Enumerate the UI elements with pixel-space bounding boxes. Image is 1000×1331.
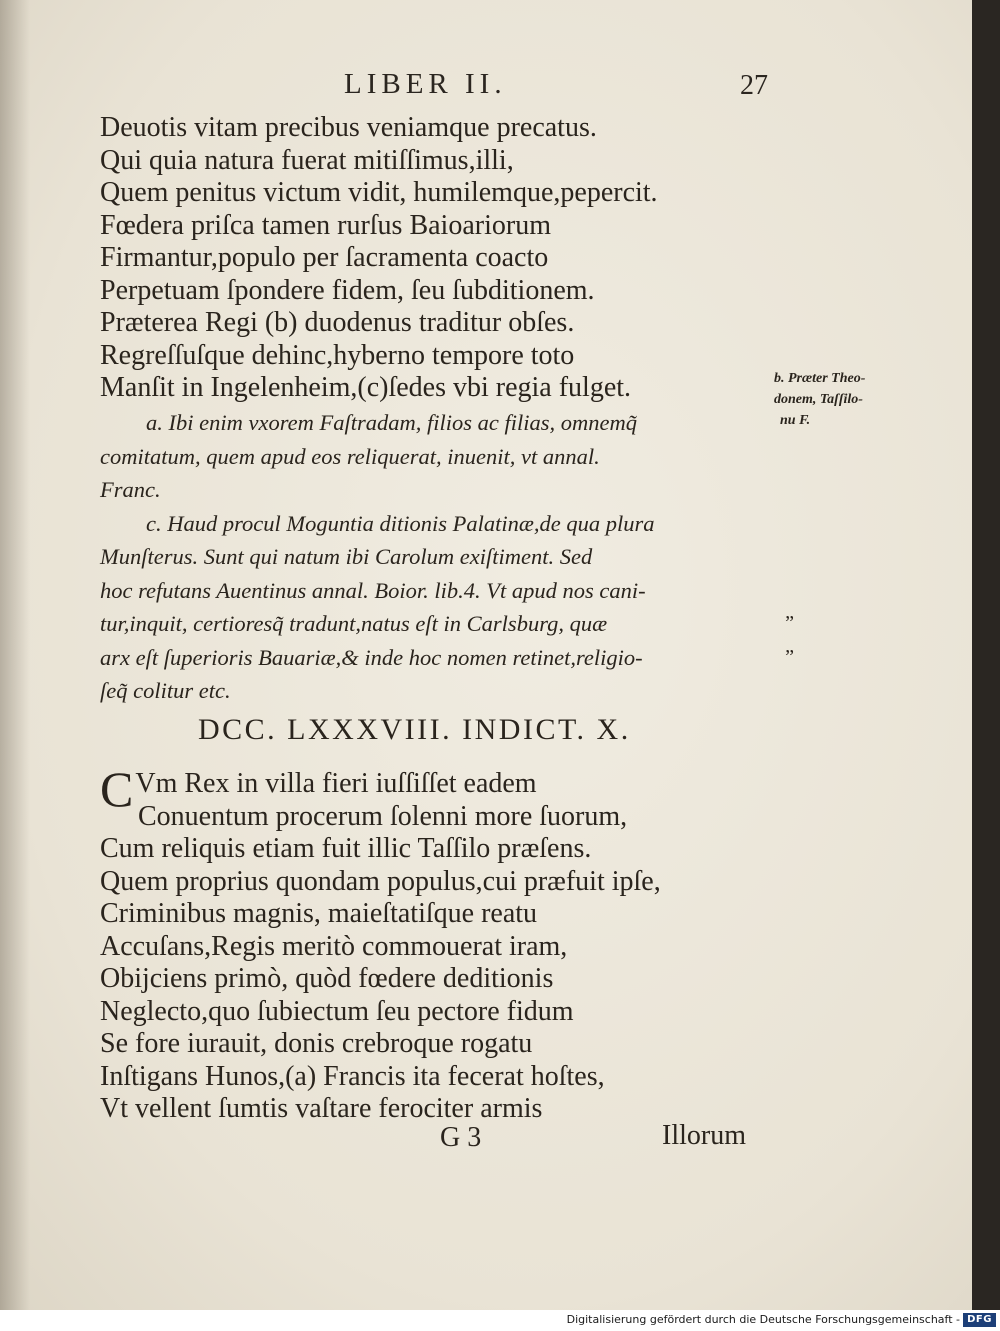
margin-note-line: nu F. (780, 413, 811, 428)
verse-line: Manſit in Ingelenheim,(c)ſedes vbi regia fulget. (100, 372, 632, 403)
catchword: Illorum (662, 1120, 746, 1151)
verse-line-text: Vm Rex in villa fieri iuſſiſſet eadem (135, 768, 537, 799)
verse-line: Obijciens primò, quòd fœdere deditionis (100, 963, 554, 994)
note-c-line: hoc refutans Auentinus annal. Boior. lib.4. Vt apud nos cani- (100, 577, 646, 603)
drop-cap: C (100, 761, 134, 817)
verse-block-2 (100, 761, 661, 1126)
verse-line: Præterea Regi (b) duodenus traditur obſes. (100, 307, 575, 338)
verse-line: Inſtigans Hunos,(a) Francis ita fecerat hoſtes, (100, 1060, 605, 1092)
note-c-line-quoted (100, 607, 794, 641)
margin-note-line: donem, Taſſilo- (774, 392, 863, 407)
note-a-line: comitatum, quem apud eos reliquerat, inuenit, vt annal. (100, 443, 600, 469)
verse-line: Firmantur,populo per ſacramenta coacto (100, 242, 549, 273)
note-a-line: a. Ibi enim vxorem Faſtradam, filios ac filias, omnemq̃ (146, 410, 637, 435)
margin-note (774, 368, 865, 431)
signature-mark: G 3 (440, 1122, 482, 1153)
verse-line: Qui quia natura fuerat mitiſſimus,illi, (100, 144, 514, 176)
verse-line: Vt vellent ſumtis vaſtare ferociter armis (100, 1093, 543, 1124)
verse-line: Conuentum procerum ſolenni more ſuorum, (138, 800, 628, 832)
note-c-line: Munſterus. Sunt qui natum ibi Carolum exiſtiment. Sed (100, 544, 593, 569)
dfg-logo[interactable]: DFG (963, 1313, 996, 1327)
verse-line: Deuotis vitam precibus veniamque precatus. (100, 112, 597, 143)
note-c-line: ſeq̃ colitur etc. (100, 678, 231, 703)
note-c-text: arx eſt ſuperioris Bauariæ,& inde hoc nomen retinet,religio- (100, 644, 643, 670)
verse-line: Quem penitus victum vidit, humilemque,pepercit. (100, 177, 658, 208)
footnotes (100, 406, 794, 708)
verse-line: Criminibus magnis, maieſtatiſque reatu (100, 898, 538, 929)
running-head: LIBER II. (344, 68, 507, 100)
verse-line: Regreſſuſque dehinc,hyberno tempore toto (100, 339, 575, 371)
quote-mark: ” (785, 645, 794, 668)
verse-line: Cum reliquis etiam fuit illic Taſſilo præſens. (100, 833, 592, 864)
section-heading: DCC. LXXXVIII. INDICT. X. (198, 713, 631, 746)
margin-note-line: b. Præter Theo- (774, 371, 866, 386)
verse-line: Se fore iurauit, donis crebroque rogatu (100, 1028, 533, 1059)
note-c-text: tur,inquit, certioresq̃ tradunt,natus eſt in Carlsburg, quæ (100, 611, 608, 636)
note-c-line: c. Haud procul Moguntia ditionis Palatinæ,de qua plura (146, 510, 655, 536)
verse-line: Perpetuam ſpondere fidem, ſeu ſubditionem. (100, 274, 595, 306)
quote-mark: ” (785, 612, 794, 634)
verse-line: Accuſans,Regis meritò commouerat iram, (100, 930, 568, 962)
verse-block-1 (100, 112, 658, 405)
verse-line: Neglecto,quo ſubiectum ſeu pectore fidum (100, 995, 574, 1027)
funding-note: Digitalisierung gefördert durch die Deutsche Forschungsgemeinschaft - (566, 1313, 960, 1326)
verse-line: Quem proprius quondam populus,cui præfuit ipſe, (100, 865, 661, 897)
footer-bar (0, 1310, 1000, 1331)
verse-line: Fœdera priſca tamen rurſus Baioariorum (100, 209, 551, 241)
note-c-line-quoted (100, 641, 794, 675)
page-number: 27 (740, 70, 768, 101)
note-a-line: Franc. (100, 477, 161, 502)
